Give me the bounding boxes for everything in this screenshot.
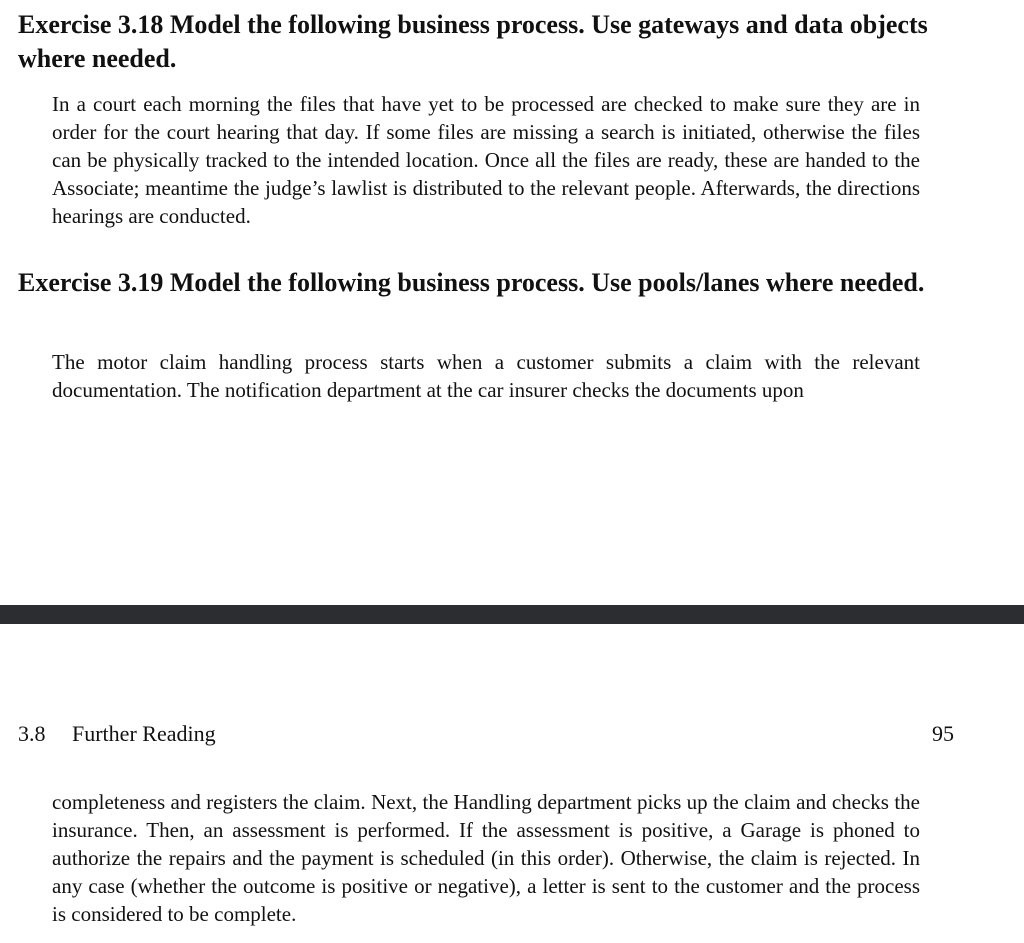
exercise-3-19-body-part2: completeness and registers the claim. Next, the Handling department picks up the claim and checks the insurance. Then, an assessment is performed. If the assessment is positive, a Garage is phoned to authorize the repairs and the payment is scheduled (in this order). Otherwise, the claim is rejected. In any case (whether the outcome is positive or negative), a letter is sent to the customer and the process is considered to be complete.	[52, 790, 920, 926]
exercise-3-19-title: Model the following business process. Use pools/lanes where needed.	[169, 268, 925, 297]
exercise-3-19-heading	[18, 266, 954, 300]
section-title: Further Reading	[72, 721, 216, 746]
page-divider	[0, 605, 1024, 624]
exercise-3-19-label: Exercise 3.19	[18, 268, 164, 297]
exercise-3-18-heading	[18, 8, 954, 76]
running-head	[18, 718, 954, 750]
exercise-3-18-body: In a court each morning the files that have yet to be processed are checked to make sure they are in order for the court hearing that day. If some files are missing a search is initiated, otherwise the files can be physically tracked to the intended location. Once all the files are ready, these are handed to the Associate; meantime the judge’s lawlist is distributed to the relevant people. Afterwards, the directions hearings are conducted.	[52, 92, 920, 228]
exercise-3-18-label: Exercise 3.18	[18, 10, 164, 39]
section-number: 3.8	[18, 721, 46, 746]
page-number: 95	[932, 721, 954, 746]
exercise-3-19-body-part1: The motor claim handling process starts when a customer submits a claim with the relevant documentation. The notification department at the car insurer checks the documents upon	[52, 350, 920, 402]
exercise-3-18-title: Model the following business process. Use gateways and data objects where needed.	[18, 10, 928, 73]
